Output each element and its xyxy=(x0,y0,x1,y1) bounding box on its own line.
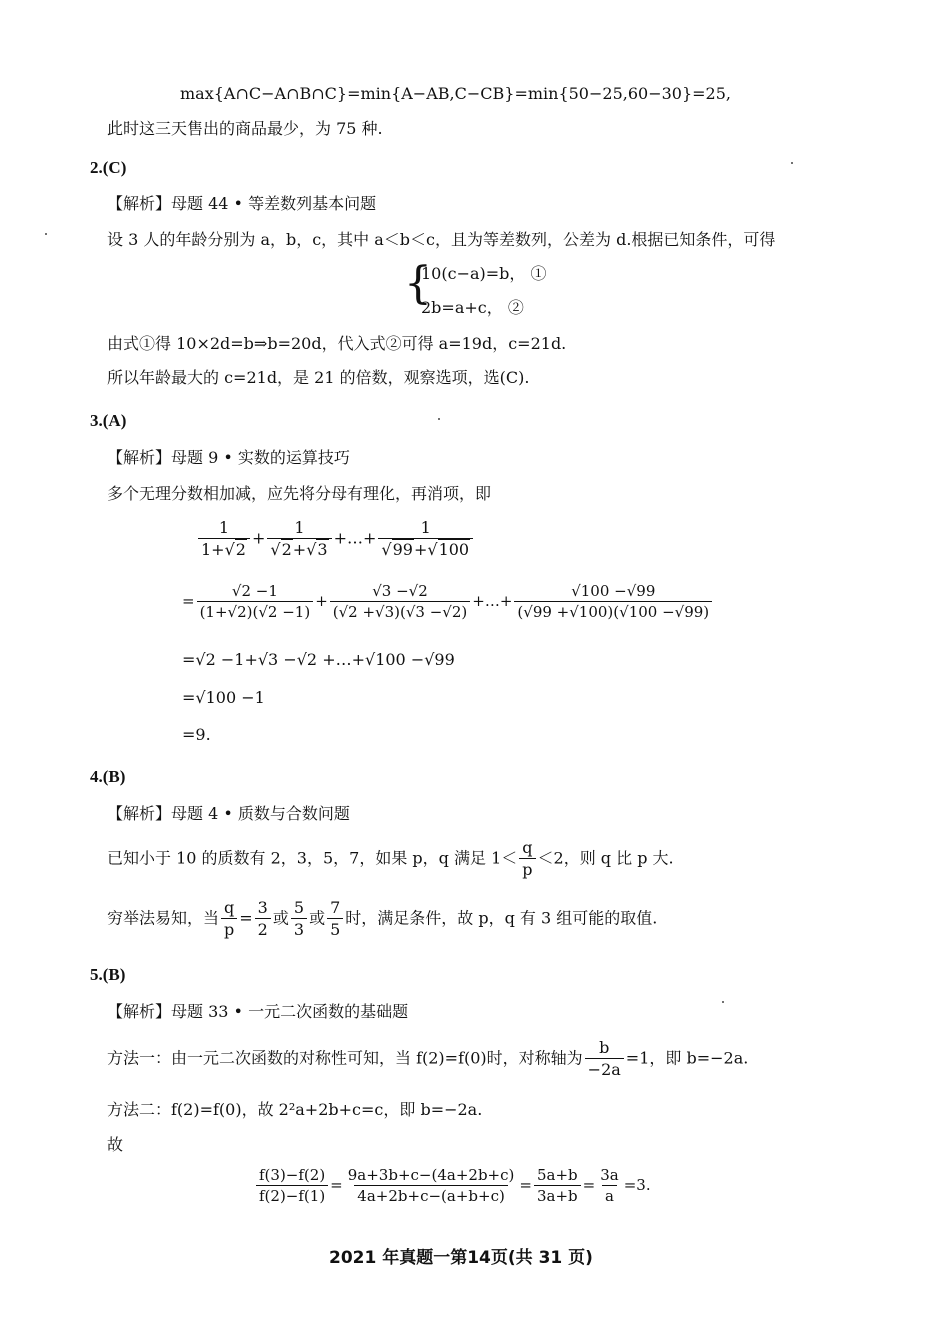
equals-sign: = xyxy=(582,1176,596,1194)
max-min-formula: max{A∩C−A∩B∩C}=min{A−AB,C−CB}=min{50−25,60−30}=25, xyxy=(180,84,731,103)
analysis-tag: 【解析】 xyxy=(107,448,172,467)
plus-sign: + xyxy=(251,528,266,548)
analysis-tag: 【解析】 xyxy=(107,804,172,823)
q2-line2: 由式①得 10×2d=b⇒b=20d，代入式②可得 a=19d，c=21d. xyxy=(107,334,567,353)
scan-speck xyxy=(438,418,440,420)
q3-telescoped: =√2 −1+√3 −√2 +…+√100 −√99 xyxy=(182,650,455,669)
fraction: $\frac{3a}{a}$ xyxy=(600,1166,619,1205)
page-footer: 2021 年真题一第14页(共 31 页) xyxy=(329,1248,593,1268)
q1-conclusion: 此时这三天售出的商品最少，为 75 种. xyxy=(107,119,383,138)
fraction: $\frac{7}{5}$ xyxy=(327,900,343,938)
q4-answer: 4.(B) xyxy=(90,767,126,786)
analysis-tag: 【解析】 xyxy=(107,194,172,213)
fraction: $\frac{5}{3}$ xyxy=(291,900,307,938)
equals-sign: = xyxy=(182,592,195,610)
q5-source: 母题 33 • 一元二次函数的基础题 xyxy=(171,1002,409,1021)
scan-speck xyxy=(791,162,793,164)
q4-line1: 已知小于 10 的质数有 2，3，5，7，如果 p，q 满足 1＜ $\frac{q}{p}$ ＜2，则 q 比 p 大. xyxy=(107,838,674,879)
q3-rationalized-row xyxy=(182,584,714,620)
equals-sign: = xyxy=(519,1176,532,1194)
q3-source: 母题 9 • 实数的运算技巧 xyxy=(171,448,350,467)
q4-analysis-header xyxy=(107,806,350,822)
q3-line1: 多个无理分数相加减，应先将分母有理化，再消项，即 xyxy=(107,484,492,503)
q5-final-equation: $\frac{f(3)-f(2)}{f(2)-f(1)}$ = $\frac{9a+3b+c-(4a+2b+c)}{4a+2b+c-(a+b+c)}$ = $\frac{5a+b}{3a+b}$ = $\frac{3a}{a}$ =3. xyxy=(254,1168,651,1204)
q3-analysis-header xyxy=(107,450,350,466)
fraction: $\frac{b}{-2a}$ xyxy=(585,1040,624,1078)
q5-therefore: 故 xyxy=(107,1135,124,1154)
q5-answer: 5.(B) xyxy=(90,965,126,984)
fraction: $\frac{√100 -√99}{(√99 +√100)(√100 -√99)}$ xyxy=(514,584,712,620)
analysis-tag: 【解析】 xyxy=(107,1002,172,1021)
ellipsis: +…+ xyxy=(333,528,377,548)
fraction: $\frac{1}{1+√2}$ xyxy=(198,520,250,558)
scan-speck xyxy=(45,233,47,235)
q2-source: 母题 44 • 等差数列基本问题 xyxy=(171,194,377,213)
plus-sign: + xyxy=(315,592,328,610)
q2-line3: 所以年龄最大的 c=21d，是 21 的倍数，观察选项，选(C). xyxy=(107,368,530,387)
fraction: $\frac{5a+b}{3a+b}$ xyxy=(534,1168,581,1204)
fraction: $\frac{1}{√2+√3}$ xyxy=(267,520,331,558)
q3-simplified: =√100 −1 xyxy=(182,688,265,707)
q4-source: 母题 4 • 质数与合数问题 xyxy=(171,804,350,823)
q5-method1: 方法一：由一元二次函数的对称性可知，当 f(2)=f(0)时，对称轴为 $\frac{b}{-2a}$ =1，即 b=−2a. xyxy=(107,1038,749,1079)
equals-sign: = xyxy=(330,1176,343,1194)
fraction: $\frac{1}{√99+√100}$ xyxy=(378,520,473,558)
scan-speck xyxy=(722,1001,724,1003)
q2-analysis-header xyxy=(107,196,376,212)
q5-method2: 方法二：f(2)=f(0)，故 2²a+2b+c=c，即 b=−2a. xyxy=(107,1100,483,1119)
q2-eq2: 2b=a+c， ② xyxy=(421,298,524,317)
q2-line1: 设 3 人的年龄分别为 a，b，c，其中 a＜b＜c，且为等差数列，公差为 d.根据已知条件，可得 xyxy=(107,230,776,249)
fraction: $\frac{q}{p}$ xyxy=(519,840,535,878)
q3-sum-row xyxy=(196,520,475,558)
q3-result: =9. xyxy=(182,725,211,744)
ellipsis: +…+ xyxy=(472,592,513,610)
q2-eq1: 10(c−a)=b， ① xyxy=(421,264,547,283)
equation-system-brace: { xyxy=(404,258,432,309)
fraction: $\frac{3}{2}$ xyxy=(255,900,271,938)
q5-analysis-header xyxy=(107,1004,408,1020)
fraction: $\frac{√2 -1}{(1+√2)(√2 -1)}$ xyxy=(197,584,314,620)
q3-answer: 3.(A) xyxy=(90,411,127,430)
fraction: $\frac{f(3)-f(2)}{f(2)-f(1)}$ xyxy=(256,1168,328,1204)
fraction: $\frac{√3 -√2}{(√2 +√3)(√3 -√2)}$ xyxy=(330,584,471,620)
q2-answer: 2.(C) xyxy=(90,158,127,177)
q4-line2: 穷举法易知，当 $\frac{q}{p}$ = $\frac{3}{2}$ 或 $\frac{5}{3}$ 或 $\frac{7}{5}$ 时，满足条件，故 p，q 有 3 组可能的取值. xyxy=(107,898,658,939)
fraction: $\frac{9a+3b+c-(4a+2b+c)}{4a+2b+c-(a+b+c)}$ xyxy=(347,1166,515,1205)
fraction: $\frac{q}{p}$ xyxy=(221,900,237,938)
